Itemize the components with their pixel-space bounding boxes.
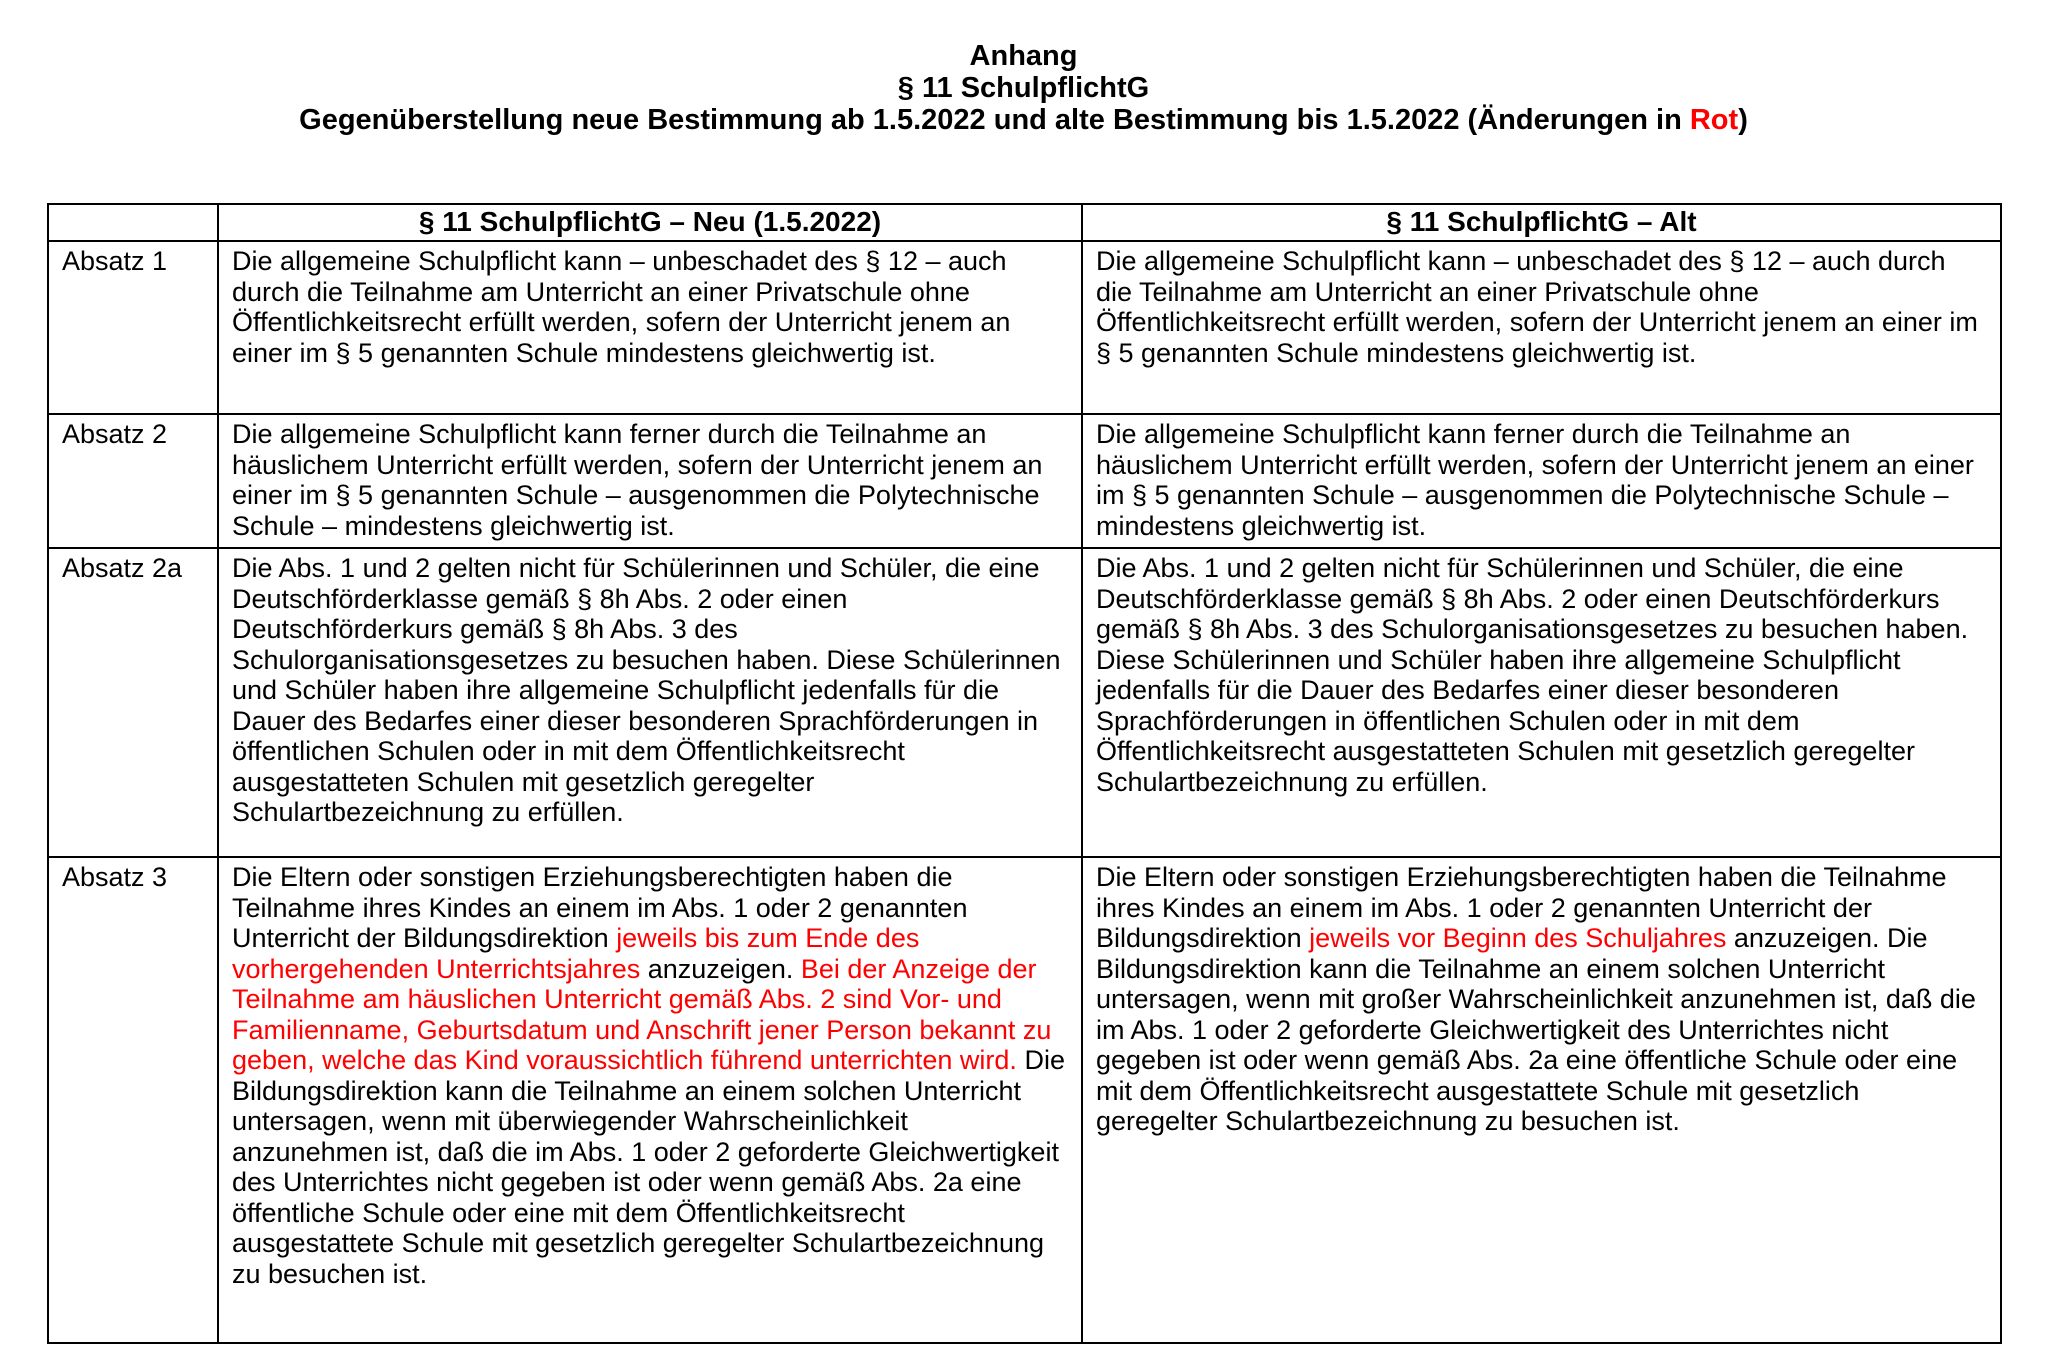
- text-segment: Die Abs. 1 und 2 gelten nicht für Schülerinnen und Schüler, die eine Deutschförderklasse gemäß § 8h Abs. 2 oder einen Deutschförderkurs gemäß § 8h Abs. 3 des Schulorganisationsgesetzes zu besuchen haben. Diese Schülerinnen und Schüler haben ihre allgemeine Schulpflicht jedenfalls für die Dauer des Bedarfes einer dieser besonderen Sprachförderungen in öffentlichen Schulen oder in mit dem Öffentlichkeitsrecht ausgestatteten Schulen mit gesetzlich geregelter Schulartbezeichnung zu erfüllen.: [1096, 553, 1969, 797]
- table-header-row: [48, 204, 2001, 241]
- neu-text-cell: [218, 857, 1082, 1343]
- alt-text-cell: [1082, 857, 2001, 1343]
- alt-text-cell: [1082, 241, 2001, 414]
- changed-text-segment: jeweils vor Beginn des Schuljahres: [1309, 923, 1727, 953]
- doc-description: [0, 104, 2047, 136]
- text-segment: Die Abs. 1 und 2 gelten nicht für Schülerinnen und Schüler, die eine Deutschförderklasse gemäß § 8h Abs. 2 oder einen Deutschförderkurs gemäß § 8h Abs. 3 des Schulorganisationsgesetzes zu besuchen haben. Diese Schülerinnen und Schüler haben ihre allgemeine Schulpflicht jedenfalls für die Dauer des Bedarfes einer dieser besonderen Sprachförderungen in öffentlichen Schulen oder in mit dem Öffentlichkeitsrecht ausgestatteten Schulen mit gesetzlich geregelter Schulartbezeichnung zu erfüllen.: [232, 553, 1061, 827]
- absatz-label: Absatz 2: [48, 414, 218, 548]
- col-header-neu: § 11 SchulpflichtG – Neu (1.5.2022): [218, 204, 1082, 241]
- text-segment: Die allgemeine Schulpflicht kann ferner durch die Teilnahme an häuslichem Unterricht erfüllt werden, sofern der Unterricht jenem an einer im § 5 genannten Schule – ausgenommen die Polytechnische Schule – mindestens gleichwertig ist.: [232, 419, 1043, 541]
- doc-title: Anhang: [969, 40, 1078, 72]
- alt-text-cell: [1082, 548, 2001, 857]
- document-header: [0, 0, 2047, 136]
- absatz-label: Absatz 3: [48, 857, 218, 1343]
- text-segment: anzuzeigen. Die Bildungsdirektion kann die Teilnahme an einem solchen Unterricht untersagen, wenn mit großer Wahrscheinlichkeit anzunehmen ist, daß die im Abs. 1 oder 2 geforderte Gleichwertigkeit des Unterrichtes nicht gegeben ist oder wenn gemäß Abs. 2a eine öffentliche Schule oder eine mit dem Öffentlichkeitsrecht ausgestattete Schule mit gesetzlich geregelter Schulartbezeichnung zu besuchen ist.: [1096, 923, 1976, 1136]
- comparison-table: [47, 203, 2002, 1344]
- alt-text-cell: [1082, 414, 2001, 548]
- doc-description-red-word: Rot: [1689, 104, 1739, 136]
- table-body: [48, 241, 2001, 1343]
- neu-text-cell: [218, 414, 1082, 548]
- text-segment: Die allgemeine Schulpflicht kann – unbeschadet des § 12 – auch durch die Teilnahme am Unterricht an einer Privatschule ohne Öffentlichkeitsrecht erfüllt werden, sofern der Unterricht jenem an einer im § 5 genannten Schule mindestens gleichwertig ist.: [232, 246, 1011, 368]
- text-segment: anzuzeigen.: [640, 953, 801, 984]
- text-segment: Die Eltern oder sonstigen Erziehungsberechtigten haben die Teilnahme ihres Kindes an einem im Abs. 1 oder 2 genannten Unterricht der Bildungsdirektion: [232, 862, 968, 953]
- col-header-alt: § 11 SchulpflichtG – Alt: [1082, 204, 2001, 241]
- text-segment: Die Bildungsdirektion kann die Teilnahme an einem solchen Unterricht untersagen, wenn mit überwiegender Wahrscheinlichkeit anzunehmen ist, daß die im Abs. 1 oder 2 geforderte Gleichwertigkeit des Unterrichtes nicht gegeben ist oder wenn gemäß Abs. 2a eine öffentliche Schule oder eine mit dem Öffentlichkeitsrecht ausgestattete Schule mit gesetzlich geregelter Schulartbezeichnung zu besuchen ist.: [232, 1045, 1065, 1289]
- table-row: [48, 414, 2001, 548]
- changed-text-segment: Bei der Anzeige der Teilnahme am häuslichen Unterricht gemäß Abs. 2 sind Vor- und Familienname, Geburtsdatum und Anschrift jener Person bekannt zu geben, welche das Kind voraussichtlich führend unterrichten wird.: [232, 953, 1052, 1075]
- col-header-empty: [48, 204, 218, 241]
- doc-description-text: Gegenüberstellung neue Bestimmung ab 1.5.2022 und alte Bestimmung bis 1.5.2022 (Änderungen in: [299, 104, 1690, 136]
- table-row: [48, 548, 2001, 857]
- absatz-label: Absatz 2a: [48, 548, 218, 857]
- text-segment: Die allgemeine Schulpflicht kann – unbeschadet des § 12 – auch durch die Teilnahme am Unterricht an einer Privatschule ohne Öffentlichkeitsrecht erfüllt werden, sofern der Unterricht jenem an einer im § 5 genannten Schule mindestens gleichwertig ist.: [1096, 246, 1978, 368]
- table-header: [48, 204, 2001, 241]
- table-row: [48, 857, 2001, 1343]
- neu-text-cell: [218, 241, 1082, 414]
- text-segment: Die Eltern oder sonstigen Erziehungsberechtigten haben die Teilnahme ihres Kindes an einem im Abs. 1 oder 2 genannten Unterricht der Bildungsdirektion: [1096, 862, 1947, 953]
- table-row: [48, 241, 2001, 414]
- neu-text-cell: [218, 548, 1082, 857]
- changed-text-segment: jeweils bis zum Ende des vorhergehenden Unterrichtsjahres: [232, 923, 920, 984]
- doc-description-closing: ): [1738, 104, 1748, 136]
- doc-subtitle: § 11 SchulpflichtG: [897, 72, 1150, 104]
- text-segment: Die allgemeine Schulpflicht kann ferner durch die Teilnahme an häuslichem Unterricht erfüllt werden, sofern der Unterricht jenem an einer im § 5 genannten Schule – ausgenommen die Polytechnische Schule – mindestens gleichwertig ist.: [1096, 419, 1974, 541]
- absatz-label: Absatz 1: [48, 241, 218, 414]
